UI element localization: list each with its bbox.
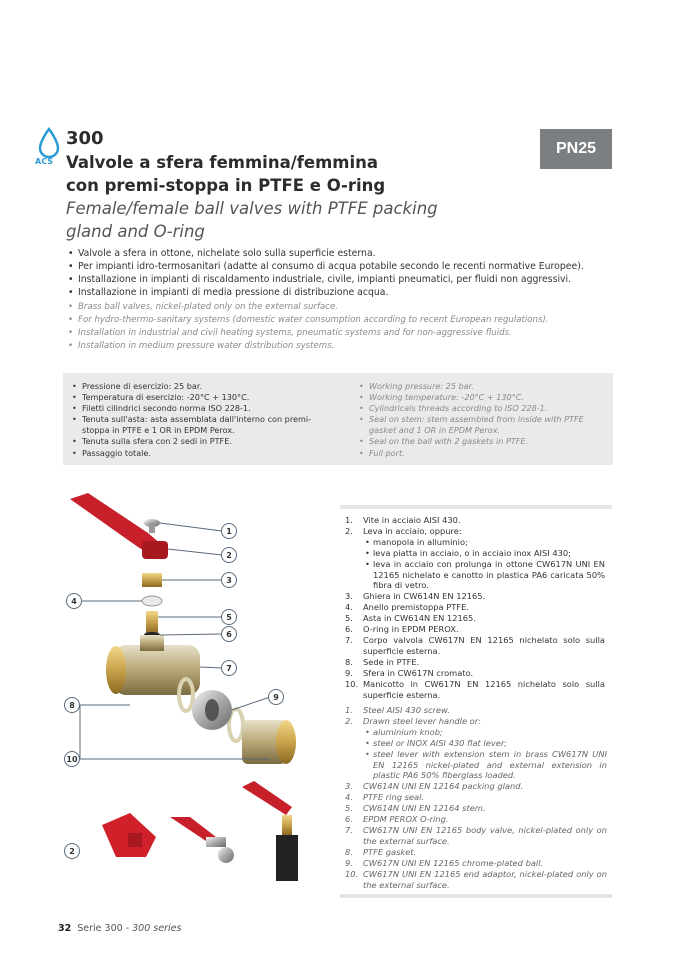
parts-list-english [345,705,607,890]
spec-item: • Working temperature: -20°C + 130°C. [357,392,607,403]
part-subitem: • leva in acciaio con prolunga in ottone CW617N UNI EN 12165 nichelato e canotto in plastica PA6 caricata 50% fibra di vetro. [363,559,605,592]
part-subitem: • leva piatta in acciaio, o in acciaio inox AISI 430; [363,548,605,559]
callout-6: 6 [221,626,237,642]
callout-3: 3 [221,572,237,588]
feature-item: • Installazione in impianti di riscaldamento industriale, civile, impianti pneumatici, per fluidi non aggressivi. [66,274,626,287]
spec-item: • Seal on stem: stem assembled from inside with PTFE gasket and 1 OR in EPDM Perox. [357,414,607,436]
series-italian: Serie 300 [77,923,123,934]
footer-separator: - [122,923,133,934]
packing-gland-part [142,573,162,587]
title-italian [66,151,385,197]
part-item: 9. Sfera in CW617N cromato. [345,667,474,678]
part-item: 5. CW614N UNI EN 12164 stem. [345,803,486,814]
title-en-line-1: Female/female ball valves with PTFE packing [66,199,438,218]
callout-7: 7 [221,660,237,676]
feature-item: • Per impianti idro-termosanitari (adatte al consumo di acqua potabile secondo le recenti normative Europee). [66,261,626,274]
part-item: 3. Ghiera in CW614N EN 12165. [345,591,486,602]
part-item: 10. CW617N UNI EN 12165 end adaptor, nickel-plated only on the external surface. [345,868,607,890]
stem-part [144,611,160,638]
part-item: 2. Leva in acciaio, oppure: • manopola in alluminio; • leva piatta in acciaio, o in acciaio inox AISI 430; • leva in acciaio con prolunga in ottone CW617N UNI EN 12165 nichelato e canotto in plastica PA6 caricata 50% fibra di vetro. [345,526,605,591]
specifications-italian [70,381,335,459]
part-item: 10. Manicotto in CW617N EN 12165 nichelato solo sulla superficie esterna. [345,678,605,700]
part-item: 6. EPDM PEROX O-ring. [345,814,449,825]
spec-item: • Filetti cilindrici secondo norma ISO 228-1. [70,403,335,414]
page-number: 32 [58,923,72,934]
callout-4: 4 [66,593,82,609]
callout-9: 9 [268,689,284,705]
feature-item: • Installation in medium pressure water distribution systems. [66,340,626,353]
acs-label: ACS [35,157,53,166]
spec-item: • Pressione di esercizio: 25 bar. [70,381,335,392]
part-item: 1. Steel AISI 430 screw. [345,705,450,715]
end-adaptor-part [242,720,296,764]
spec-item: • Seal on the ball with 2 gaskets in PTFE. [357,436,607,447]
valve-body-part [106,635,200,695]
feature-item: • Installazione in impianti di media pressione di distribuzione acqua. [66,287,626,300]
part-subitem: • steel lever with extension stem in brass CW617N UNI EN 12165 nickel-plated and external extension in plastic PA6 50% fiberglass loaded. [363,749,607,782]
spec-item: • Working pressure: 25 bar. [357,381,607,392]
callout-1: 1 [221,523,237,539]
part-item: 8. Sede in PTFE. [345,656,420,667]
title-it-line-2: con premi-stoppa in PTFE e O-ring [66,176,386,195]
part-item: 8. PTFE gasket. [345,846,417,857]
part-item: 6. O-ring in EPDM PEROX. [345,624,459,635]
part-item: 5. Asta in CW614N EN 12165. [345,613,476,624]
spec-item: • Cylindricals threads according to ISO 228-1. [357,403,607,414]
spec-item: • Passaggio totale. [70,448,335,459]
spec-item: • Tenuta sull'asta: asta assemblata dall'interno con premi-stoppa in PTFE e 1 OR in EPDM Perox. [70,414,335,436]
part-item: 9. CW617N UNI EN 12165 chrome-plated ball. [345,857,544,868]
page-footer [58,923,181,934]
extended-lever-variant [242,781,298,881]
part-item: 7. CW617N UNI EN 12165 body valve, nickel-plated only on the external surface. [345,824,607,846]
part-item: 4. Anello premistoppa PTFE. [345,602,469,613]
features-english [66,301,626,353]
ptfe-ring-part [142,596,162,606]
parts-list-italian [345,515,605,700]
pressure-rating-badge: PN25 [540,129,612,169]
callout-5: 5 [221,609,237,625]
callout-2: 2 [221,547,237,563]
part-item: 3. CW614N UNI EN 12164 packing gland. [345,781,524,792]
feature-item: • Brass ball valves, nickel-plated only on the external surface. [66,301,626,314]
title-en-line-2: gland and O-ring [66,222,205,241]
exploded-valve-illustration [30,485,330,905]
title-english [66,197,438,243]
features-italian [66,248,626,300]
callout-8: 8 [64,697,80,713]
spec-item: • Full port. [357,448,607,459]
part-subitem: • steel or INOX AISI 430 flat lever; [363,738,607,749]
part-subitem: • manopola in alluminio; [363,537,605,548]
feature-item: • Installation in industrial and civil heating systems, pneumatic systems and for non-aggressive fluids. [66,327,626,340]
callout-2-variants: 2 [64,843,80,859]
aluminium-knob-variant [102,813,156,857]
part-item: 1. Vite in acciaio AISI 430. [345,515,461,525]
product-code: 300 [66,128,104,149]
flat-lever-variant [170,817,234,863]
spec-item: • Tenuta sulla sfera con 2 sedi in PTFE. [70,436,335,447]
title-it-line-1: Valvole a sfera femmina/femmina [66,153,379,172]
part-item: 2. Drawn steel lever handle or: • aluminium knob; • steel or INOX AISI 430 flat lever; • steel lever with extension stem in brass CW617N UNI EN 12165 nickel-plated and external extension in plastic PA6 50% fiberglass loaded. [345,716,607,781]
parts-bottom-rule [340,894,612,898]
spec-item: • Temperatura di esercizio: -20°C + 130°C. [70,392,335,403]
feature-item: • For hydro-thermo-sanitary systems (domestic water consumption according to recent European regulations). [66,314,626,327]
part-item: 7. Corpo valvola CW617N EN 12165 nichelato solo sulla superficie esterna. [345,634,605,656]
screw-part [144,519,160,533]
parts-top-rule [340,505,612,509]
series-english: 300 series [132,923,182,934]
part-subitem: • aluminium knob; [363,727,607,738]
callout-10: 10 [64,751,80,767]
feature-item: • Valvole a sfera in ottone, nichelate solo sulla superficie esterna. [66,248,626,261]
specifications-english [357,381,607,459]
part-item: 4. PTFE ring seal. [345,792,425,803]
